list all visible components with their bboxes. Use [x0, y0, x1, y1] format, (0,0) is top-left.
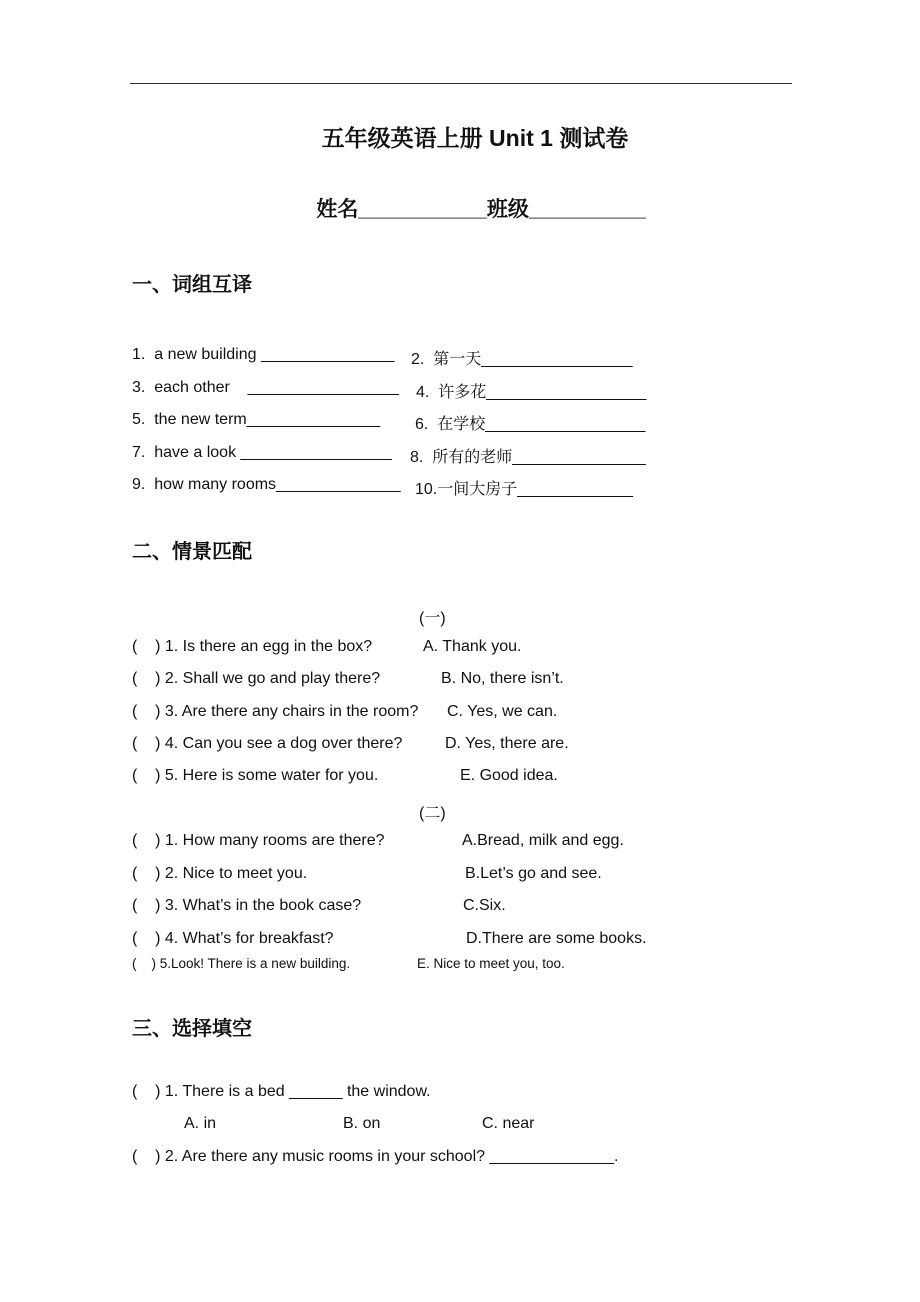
s1-item4-left: 7. have a look _________________	[132, 444, 392, 461]
s1-item5-left: 9. how many rooms______________	[132, 476, 401, 493]
top-rule	[130, 83, 792, 84]
g1-a3: C. Yes, we can.	[447, 703, 558, 720]
g2-q2: ( ) 2. Nice to meet you.	[132, 865, 308, 882]
s1-item2-left: 3. each other _________________	[132, 379, 399, 396]
s3-q1-option-a: A. in	[184, 1115, 217, 1132]
s1-item3-left: 5. the new term_______________	[132, 411, 381, 428]
s1-item4-right: 8. 所有的老师_______________	[410, 449, 646, 466]
section2-heading: 二、情景匹配	[132, 541, 252, 563]
s1-item3-right: 6. 在学校__________________	[415, 416, 646, 433]
g2-q5: ( ) 5.Look! There is a new building.	[132, 956, 351, 971]
g2-a3: C.Six.	[463, 897, 506, 914]
g2-a4: D.There are some books.	[466, 930, 647, 947]
s1-item5-right: 10.一间大房子_____________	[415, 481, 633, 498]
g1-q5: ( ) 5. Here is some water for you.	[132, 767, 379, 784]
g2-a5: E. Nice to meet you, too.	[417, 956, 565, 971]
g2-q1: ( ) 1. How many rooms are there?	[132, 832, 385, 849]
g1-a4: D. Yes, there are.	[445, 735, 569, 752]
s3-q2: ( ) 2. Are there any music rooms in your school? ______________.	[132, 1148, 619, 1165]
s1-item1-right: 2. 第一天_________________	[411, 351, 633, 368]
g2-a1: A.Bread, milk and egg.	[462, 832, 624, 849]
g1-a2: B. No, there isn’t.	[441, 670, 564, 687]
g2-q3: ( ) 3. What’s in the book case?	[132, 897, 362, 914]
g1-q2: ( ) 2. Shall we go and play there?	[132, 670, 381, 687]
s1-item1-left: 1. a new building _______________	[132, 346, 395, 363]
s1-item2-right: 4. 许多花__________________	[416, 384, 647, 401]
name-class-line: 姓名___________班级__________	[316, 198, 646, 221]
group1-label: (一)	[419, 610, 446, 627]
g1-q3: ( ) 3. Are there any chairs in the room?	[132, 703, 419, 720]
s3-q1-option-b: B. on	[343, 1115, 381, 1132]
section1-heading: 一、词组互译	[132, 274, 252, 296]
section3-heading: 三、选择填空	[132, 1018, 252, 1040]
page-title: 五年级英语上册 Unit 1 测试卷	[321, 125, 629, 151]
g1-q4: ( ) 4. Can you see a dog over there?	[132, 735, 403, 752]
g1-a1: A. Thank you.	[423, 638, 522, 655]
g1-a5: E. Good idea.	[460, 767, 558, 784]
g2-q4: ( ) 4. What’s for breakfast?	[132, 930, 334, 947]
g2-a2: B.Let’s go and see.	[465, 865, 602, 882]
s3-q1: ( ) 1. There is a bed ______ the window.	[132, 1083, 431, 1100]
group2-label: (二)	[419, 805, 446, 822]
g1-q1: ( ) 1. Is there an egg in the box?	[132, 638, 373, 655]
s3-q1-option-c: C. near	[482, 1115, 535, 1132]
